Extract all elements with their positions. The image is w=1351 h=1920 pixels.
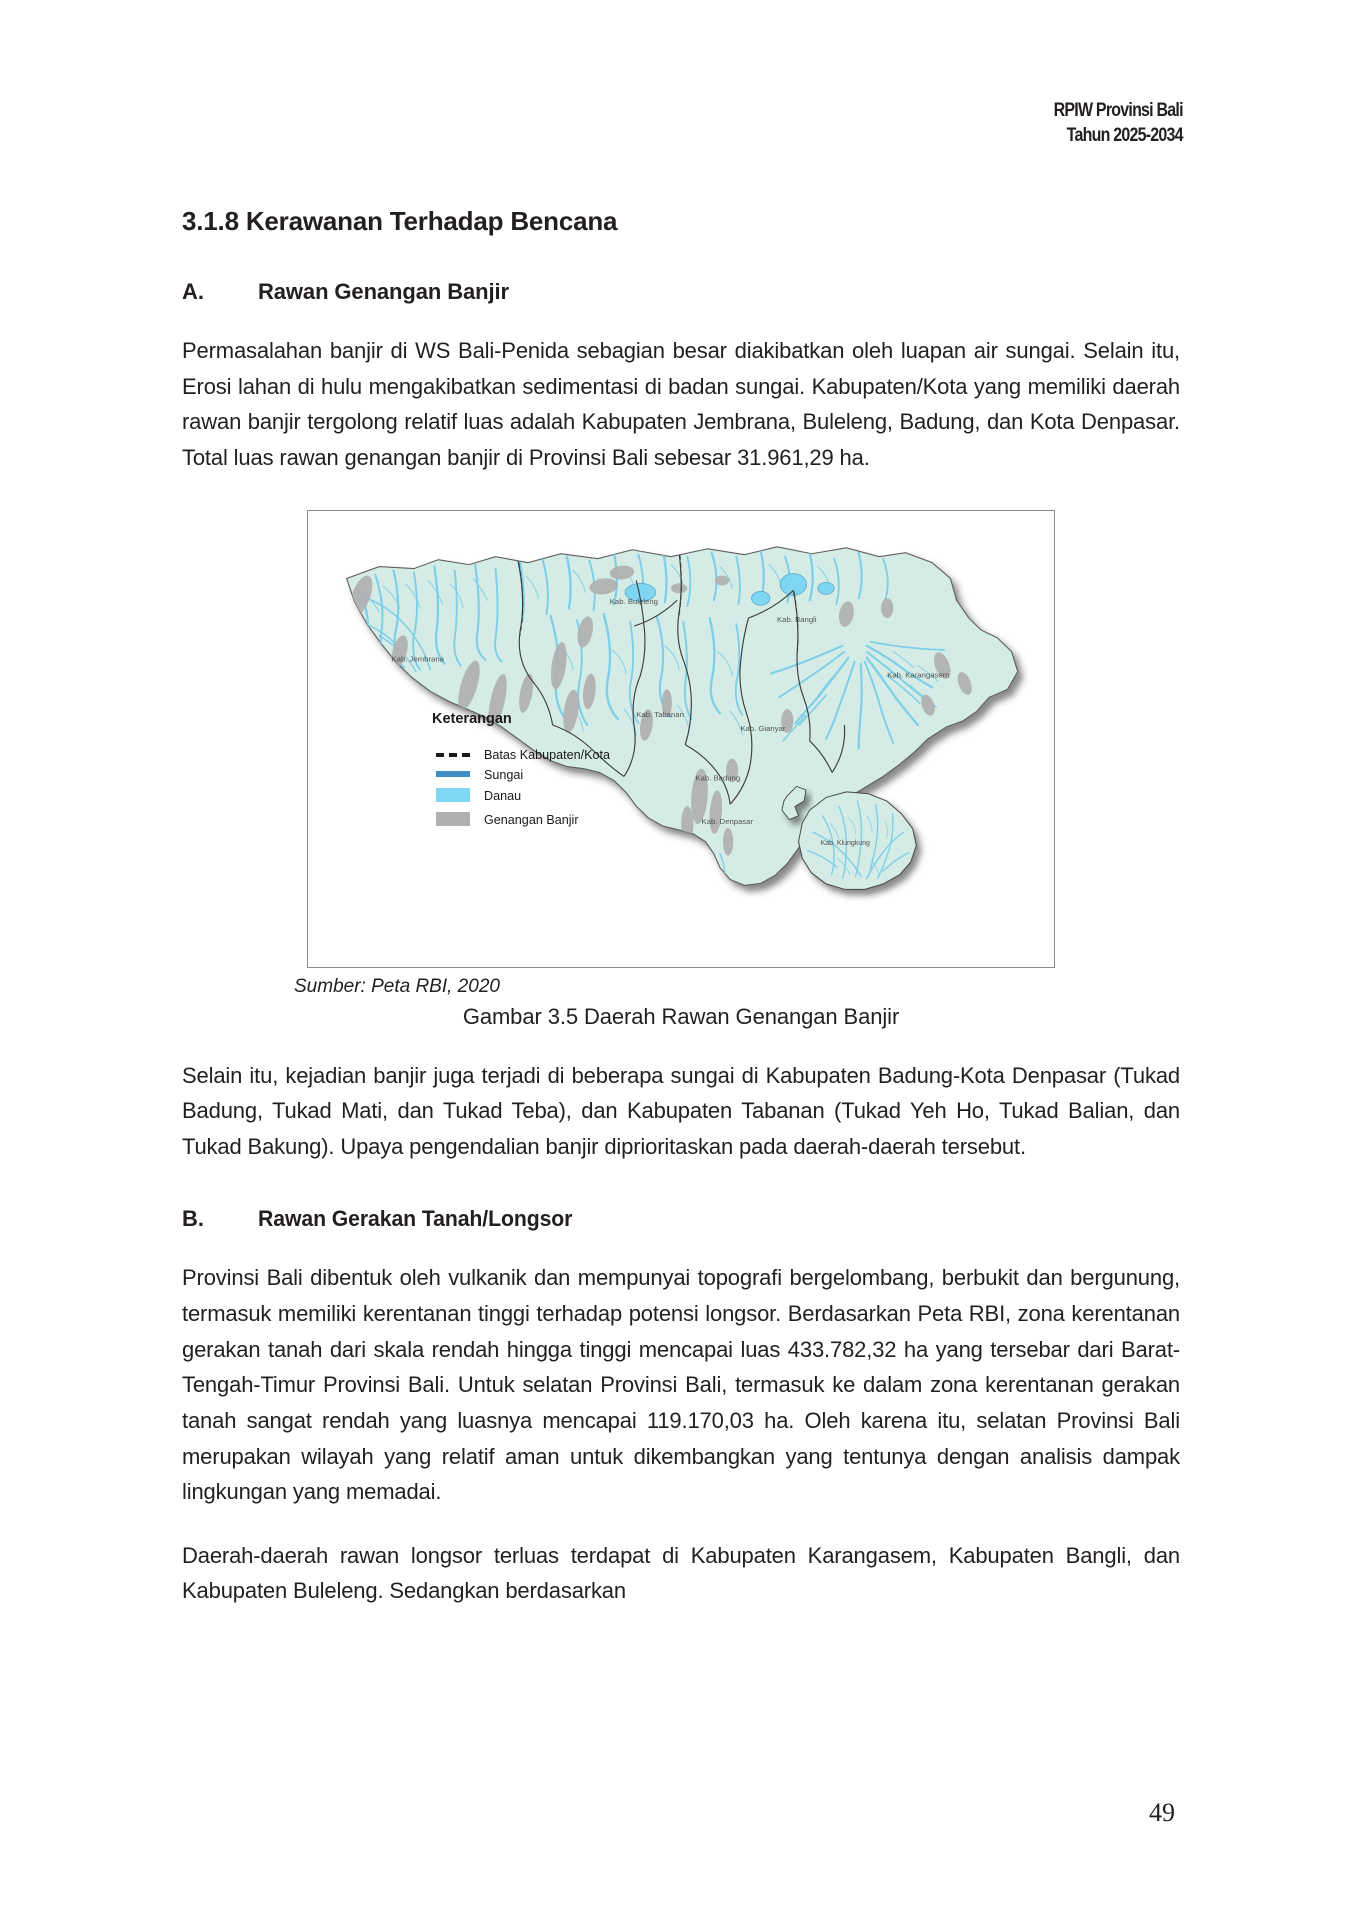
map-label-tabanan: Kab. Tabanan [636,709,684,719]
content-column [182,0,1180,1609]
subsection-letter-b: B. [182,1206,204,1232]
legend-label-batas: Batas Kabupaten/Kota [484,747,611,762]
legend-item-genangan [436,812,579,827]
legend-label-sungai: Sungai [484,767,524,782]
figure-source: Sumber: Peta RBI, 2020 [294,975,500,997]
header-line-1: RPIW Provinsi Bali [1053,100,1183,121]
figure-3-5 [182,510,1180,1030]
subsection-title-b: Rawan Gerakan Tanah/Longsor [258,1206,573,1232]
legend-label-genangan: Genangan Banjir [484,812,579,827]
legend-item-sungai [436,768,523,782]
map-label-bangli: Kab. Bangli [777,614,817,624]
map-label-klungkung: Kab. Klungkung [820,839,870,847]
paragraph-a-intro: Permasalahan banjir di WS Bali-Penida sebagian besar diakibatkan oleh luapan air sungai. Selain itu, Erosi lahan di hulu mengakibatkan sedimentasi di badan sungai. Kabupaten/Kota yang memiliki daerah rawan banjir tergolong relatif luas adalah Kabupaten Jembrana, Buleleng, Badung, dan Kota Denpasar. Total luas rawan genangan banjir di Provinsi Bali sebesar 31.961,29 ha. [182,338,1180,470]
map-label-jembrana: Kab. Jembrana [391,654,444,664]
map-label-karangasem: Kab. Karangasem [887,670,950,679]
subsection-heading-a [182,279,1180,305]
header-line-2: Tahun 2025-2034 [1066,125,1183,147]
map-label-badung: Kab. Badung [695,773,741,782]
nusa-penida-island [782,786,916,889]
legend-label-danau: Danau [484,788,522,803]
subsection-heading-b [182,1206,1180,1232]
figure-caption: Gambar 3.5 Daerah Rawan Genangan Banjir [462,1003,900,1029]
legend-item-danau [436,788,521,803]
paragraph-a-after-figure: Selain itu, kejadian banjir juga terjadi di beberapa sungai di Kabupaten Badung-Kota Denpasar (Tukad Badung, Tukad Mati, dan Tukad Teba), dan Kabupaten Tabanan (Tukad Yeh Ho, Tukad Balian, dan Tukad Bakung). Upaya pengendalian banjir diprioritaskan pada daerah-daerah tersebut. [182,1062,1180,1159]
legend-item-batas [436,748,610,762]
paragraph-b-1: Provinsi Bali dibentuk oleh vulkanik dan mempunyai topografi bergelombang, berbukit dan bergunung, termasuk memiliki kerentanan tinggi terhadap potensi longsor. Berdasarkan Peta RBI, zona kerentanan gerakan tanah dari skala rendah hingga tinggi mencapai luas 433.782,32 ha yang tersebar dari Barat-Tengah-Timur Provinsi Bali. Untuk selatan Provinsi Bali, termasuk ke dalam zona kerentanan gerakan tanah sangat rendah yang luasnya mencapai 119.170,03 ha. Oleh karena itu, selatan Provinsi Bali merupakan wilayah yang relatif aman untuk dikembangkan yang tentunya dengan analisis dampak lingkungan yang memadai. [182,1265,1180,1505]
map-label-denpasar: Kab. Denpasar [701,816,754,826]
legend-title: Keterangan [432,710,512,727]
subsection-title-a: Rawan Genangan Banjir [258,279,509,304]
page-title: 3.1.8 Kerawanan Terhadap Bencana [182,206,618,236]
paragraph-b-2: Daerah-daerah rawan longsor terluas terdapat di Kabupaten Karangasem, Kabupaten Bangli, dan Kabupaten Buleleng. Sedangkan berdasarkan [182,1542,1180,1604]
page-number: 49 [1149,1798,1175,1827]
map-label-gianyar: Kab. Gianyar [740,723,786,733]
subsection-letter-a: A. [182,279,204,304]
map-label-buleleng: Kab. Buleleng [609,596,658,606]
map-image [307,510,1055,968]
